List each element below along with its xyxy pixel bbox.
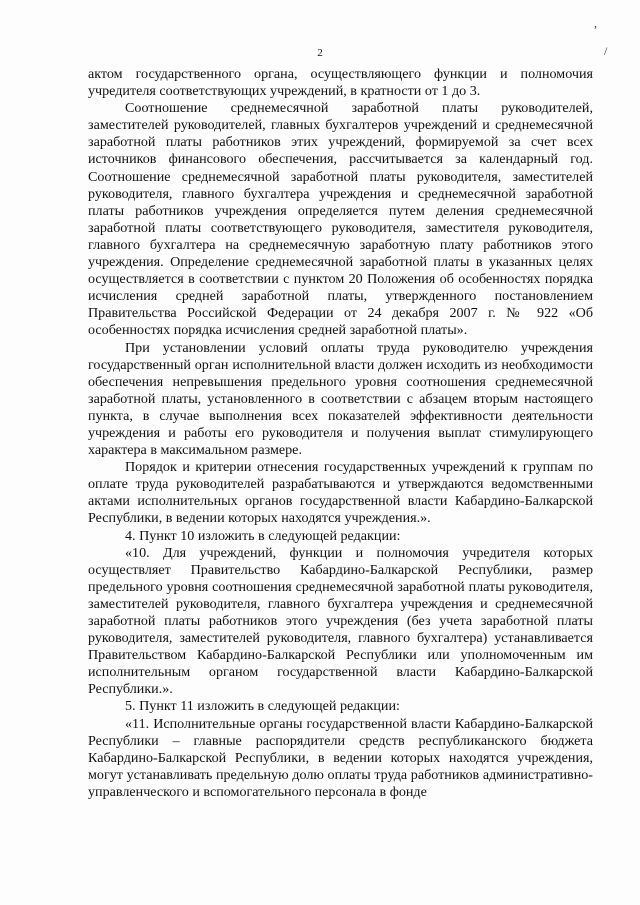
paragraph-item-4: 4. Пункт 10 изложить в следующей редакции: (125, 527, 401, 544)
margin-mark: , (594, 16, 597, 30)
paragraph-conditions: При установлении условий оплаты труда руководителю учреждения государственный орган исполнительной власти должен исходить из необходимости обеспечения непревышения предельного уровня соотношения среднемесячной заработной платы, установленного в соответствии с абзацем вторым настоящего пункта, в случае выполнения всех показателей эффективности деятельности учреждения и работы его руководителя и получения выплат стимулирующего характера в максимальном размере. (88, 339, 593, 459)
page-number: 2 (317, 47, 323, 59)
paragraph-item-5: 5. Пункт 11 изложить в следующей редакции: (125, 698, 400, 715)
paragraph-point-11: «11. Исполнительные органы государственной власти Кабардино-Балкарской Республики – главные распорядители средств республиканского бюджета Кабардино-Балкарской Республики, в ведении которых находятся учреждения, могут устанавливать предельную долю оплаты труда работников административно-управленческого и вспомогательного персонала в фонде (88, 715, 593, 800)
paragraph-salary-ratio: Соотношение среднемесячной заработной платы руководителей, заместителей руководителей, главных бухгалтеров учреждений и среднемесячной заработной платы работников этих учреждений, формируемой за счет всех источников финансового обеспечения, рассчитывается за календарный год. Соотношение среднемесячной заработной платы руководителя, заместителей руководителя, главного бухгалтера учреждения и среднемесячной заработной платы работников учреждения определяется путем деления среднемесячной заработной платы соответствующего руководителя, заместителя руководителя, главного бухгалтера на среднемесячную заработную плату работников этого учреждения. Определение среднемесячной заработной платы в указанных целях осуществляется в соответствии с пунктом 20 Положения об особенностях порядка исчисления средней заработной платы, утвержденного постановлением Правительства Российской Федерации от 24 декабря 2007 г. № 922 «Об особенностях порядка исчисления средней заработной платы». (88, 100, 593, 339)
paragraph-continuation: актом государственного органа, осуществляющего функции и полномочия учредителя соответствующих учреждений, в кратности от 1 до 3. (88, 66, 593, 100)
paragraph-criteria: Порядок и критерии отнесения государственных учреждений к группам по оплате труда руководителей разрабатываются и утверждаются ведомственными актами исполнительных органов государственной власти Кабардино-Балкарской Республики, в ведении которых находятся учреждения.». (88, 459, 593, 527)
document-body (88, 66, 593, 801)
paragraph-point-10: «10. Для учреждений, функции и полномочия учредителя которых осуществляет Правительство Кабардино-Балкарской Республики, размер предельного уровня соотношения среднемесячной заработной платы руководителя, заместителей руководителя, главного бухгалтера учреждения и среднемесячной заработной платы работников этого учреждения (без учета заработной платы руководителя, заместителей руководителя, главного бухгалтера) устанавливается Правительством Кабардино-Балкарской Республики или уполномоченным им исполнительным органом государственной власти Кабардино-Балкарской Республики.». (88, 544, 593, 698)
margin-mark: / (604, 44, 608, 58)
